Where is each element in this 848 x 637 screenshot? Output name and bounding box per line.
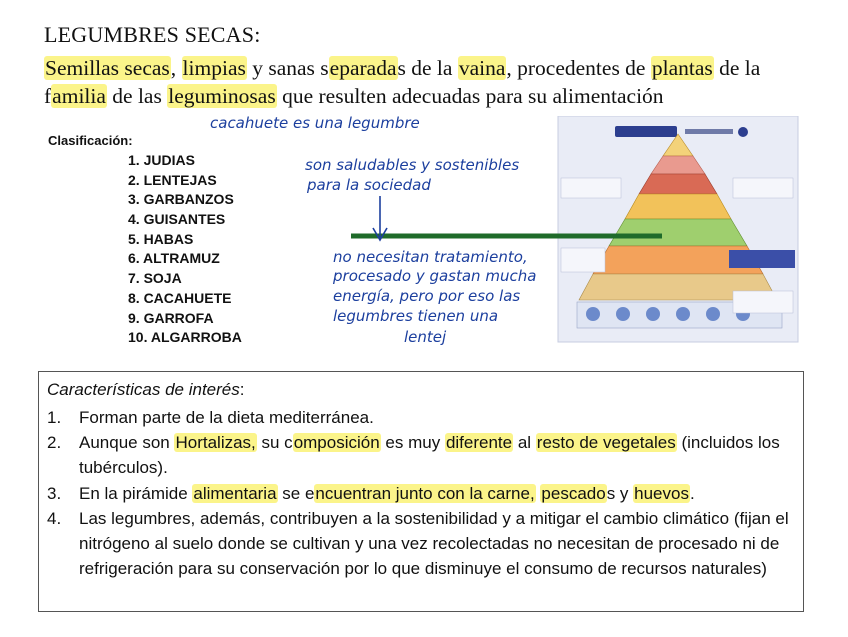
highlight: eparada (329, 56, 397, 80)
feature-text: es muy (380, 433, 445, 453)
definition-text (44, 54, 804, 110)
feature-item (47, 481, 792, 506)
features-title-text: Características de interés (47, 380, 240, 399)
highlight: Hortalizas, (175, 433, 256, 453)
classification-item: 9. GARROFA (128, 309, 214, 326)
feature-text: se e (277, 483, 315, 503)
highlight: omposición (293, 433, 380, 453)
highlight: ncuentran junto con la carne, (315, 483, 535, 503)
note-sociedad: para la sociedad (307, 176, 431, 194)
page-title: LEGUMBRES SECAS: (44, 22, 261, 47)
features-list (47, 405, 792, 581)
highlight: diferente (445, 433, 513, 453)
highlight: plantas (651, 56, 713, 80)
note-procesado: procesado y gastan mucha (333, 267, 537, 285)
food-pyramid-image (553, 116, 804, 344)
definition-fragment: s de la (397, 56, 458, 80)
feature-item (47, 405, 792, 430)
definition-fragment: y sanas s (246, 56, 329, 80)
highlight: amilia (52, 84, 106, 108)
feature-number: 2. (47, 433, 62, 453)
feature-number: 3. (47, 483, 62, 503)
highlight: leguminosas (168, 84, 276, 108)
feature-item (47, 506, 792, 582)
definition-fragment: , (170, 56, 182, 80)
note-sostenibles: son saludables y sostenibles (305, 156, 520, 174)
feature-number: 1. (47, 408, 62, 427)
definition-fragment: de la f (44, 56, 761, 108)
feature-text: (incluidos los tubérculos). (79, 433, 780, 478)
classification-item: 7. SOJA (128, 270, 182, 287)
note-lentej: lentej (404, 328, 447, 346)
classification-title: Clasificación: (48, 133, 133, 148)
classification-item: 6. ALTRAMUZ (128, 250, 220, 267)
highlight: vaina (458, 56, 506, 80)
feature-text: su c (256, 433, 293, 453)
highlight: alimentaria (193, 483, 277, 503)
classification-item: 8. CACAHUETE (128, 289, 232, 306)
feature-text: . (689, 483, 695, 503)
features-title (47, 380, 244, 400)
feature-text: Aunque son (79, 433, 175, 453)
feature-text: Forman parte de la dieta mediterránea. (79, 408, 374, 427)
classification-item: 10. ALGARROBA (128, 329, 242, 346)
feature-text: Las legumbres, además, contribuyen a la sostenibilidad y a mitigar el cambio climático (fijan el nitrógeno al suelo donde se cultivan y una vez recolectadas no necesitan de procesado ni de refrigeración para su conservación por lo que disminuye el consumo de recursos naturales) (79, 508, 789, 579)
feature-text: al (513, 433, 536, 453)
note-legumbres: legumbres tienen una (333, 307, 499, 325)
highlight: pescado (541, 483, 606, 503)
classification-item: 2. LENTEJAS (128, 171, 217, 188)
highlight: resto de vegetales (536, 433, 676, 453)
definition-fragment: de las (106, 84, 168, 108)
note-energia: energía, pero por eso las (333, 287, 521, 305)
arrow-head (373, 228, 387, 240)
note-tratamiento: no necesitan tratamiento, (333, 248, 528, 266)
features-title-colon: : (239, 380, 245, 399)
definition-fragment: , procedentes de (506, 56, 651, 80)
highlight: Semillas secas (45, 56, 170, 80)
features-box (38, 371, 804, 612)
highlight: limpias (182, 56, 246, 80)
classification-item: 4. GUISANTES (128, 211, 226, 228)
feature-text: s y (606, 483, 634, 503)
classification-item: 3. GARBANZOS (128, 191, 234, 208)
definition-fragment: que resulten adecuadas para su alimentación (276, 84, 664, 108)
feature-text: En la pirámide (79, 483, 193, 503)
classification-list (128, 151, 242, 348)
highlight: huevos (634, 483, 689, 503)
feature-number: 4. (47, 508, 62, 528)
feature-item (47, 430, 792, 480)
classification-item: 1. JUDIAS (128, 152, 195, 168)
classification-item: 5. HABAS (128, 230, 194, 247)
note-cacahuete: cacahuete es una legumbre (210, 114, 420, 132)
